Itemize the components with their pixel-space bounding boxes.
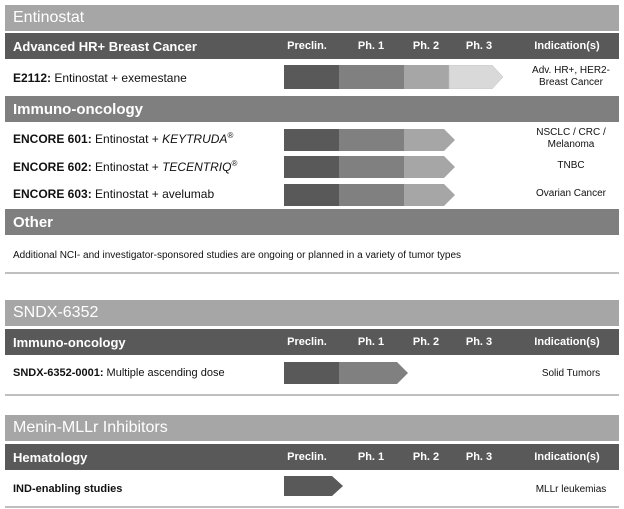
col-preclin: Preclin. [287,451,327,463]
indication: Adv. HR+, HER2- Breast Cancer [532,65,610,88]
table-row-encore602 [5,153,619,181]
phase-bar [284,184,456,206]
io-section-label: Immuno-oncology [13,100,143,118]
sndx-io-label: Immuno-oncology [13,334,126,350]
col-preclin: Preclin. [287,336,327,348]
table-row-encore603 [5,181,619,209]
col-ph2: Ph. 2 [412,336,440,348]
phase-bar [284,476,344,496]
registered-mark: ® [227,131,234,140]
entinostat-title-band [5,5,619,31]
study-code: ENCORE 601: [13,132,92,146]
drug-name: KEYTRUDA [162,132,228,146]
hr-header-label: Advanced HR+ Breast Cancer [13,38,197,54]
bar-seg-preclin [284,362,339,384]
bar-seg-ph1 [339,65,404,89]
phase-bar [284,156,456,178]
study-name [13,367,225,379]
bar-seg-ph2-arrow [404,156,455,178]
phase-bar [284,65,504,89]
bar-seg-ph2-arrow [404,184,455,206]
bar-seg-ph2-arrow [404,129,455,151]
table-row-e2112 [5,62,619,92]
sndx-title-band [5,300,619,326]
indication: NSCLC / CRC / Melanoma [536,127,606,150]
menin-heme-header [5,444,619,470]
study-desc: Entinostat + avelumab [91,187,215,201]
phase-bar [284,129,456,151]
menin-title: Menin-MLLr Inhibitors [13,419,168,436]
study-desc: Entinostat + [91,160,163,174]
col-ph1: Ph. 1 [357,451,385,463]
study-name [13,71,187,85]
col-indications: Indication(s) [534,336,600,348]
bar-seg-preclin [284,156,339,178]
indication: TNBC [557,160,585,171]
section-divider [5,506,619,508]
table-row-sndx-0001 [5,359,619,387]
study-code: ENCORE 603: [13,187,92,201]
bar-seg-ph1 [339,184,404,206]
hr-breast-cancer-header [5,33,619,59]
study-code: E2112: [13,71,52,85]
col-ph2: Ph. 2 [412,40,440,52]
bar-seg-ph1-arrow [339,362,408,384]
study-name [13,159,237,174]
study-desc: Multiple ascending dose [103,367,225,379]
phase-bar [284,362,409,384]
other-note: Additional NCI- and investigator-sponsored studies are ongoing or planned in a variety of tumor types [13,250,462,261]
sndx-title: SNDX-6352 [13,304,99,321]
bar-seg-preclin [284,65,339,89]
section-divider [5,272,619,274]
menin-heme-label: Hematology [13,449,88,465]
registered-mark: ® [231,159,238,168]
table-row-menin-ind [5,474,619,502]
col-indications: Indication(s) [534,451,600,463]
col-ph1: Ph. 1 [357,40,385,52]
other-section [5,209,619,235]
sndx-io-header [5,329,619,355]
bar-seg-preclin [284,129,339,151]
col-preclin: Preclin. [287,40,327,52]
col-ph3: Ph. 3 [465,40,493,52]
other-section-label: Other [13,213,54,231]
study-code: ENCORE 602: [13,160,92,174]
bar-seg-ph2 [404,65,449,89]
col-ph1: Ph. 1 [357,336,385,348]
bar-seg-preclin-arrow [284,476,343,496]
section-divider [5,394,619,396]
col-indications: Indication(s) [534,40,600,52]
study-name [13,187,214,201]
bar-seg-ph1 [339,129,404,151]
bar-seg-ph3-arrow [449,65,503,89]
bar-seg-ph1 [339,156,404,178]
study-code: SNDX-6352-0001: [13,367,104,379]
entinostat-title: Entinostat [13,9,85,26]
study-code: IND-enabling studies [13,483,123,495]
study-desc: Entinostat + exemestane [51,71,187,85]
indication: Solid Tumors [541,368,601,379]
drug-name: TECENTRIQ [162,160,232,174]
table-row-encore601 [5,125,619,153]
study-name [13,131,233,146]
indication: MLLr leukemias [535,484,607,495]
col-ph2: Ph. 2 [412,451,440,463]
study-name [13,483,122,495]
menin-title-band [5,415,619,441]
study-desc: Entinostat + [91,132,163,146]
immuno-oncology-section [5,96,619,122]
indication: Ovarian Cancer [535,188,607,199]
bar-seg-preclin [284,184,339,206]
col-ph3: Ph. 3 [465,451,493,463]
col-ph3: Ph. 3 [465,336,493,348]
